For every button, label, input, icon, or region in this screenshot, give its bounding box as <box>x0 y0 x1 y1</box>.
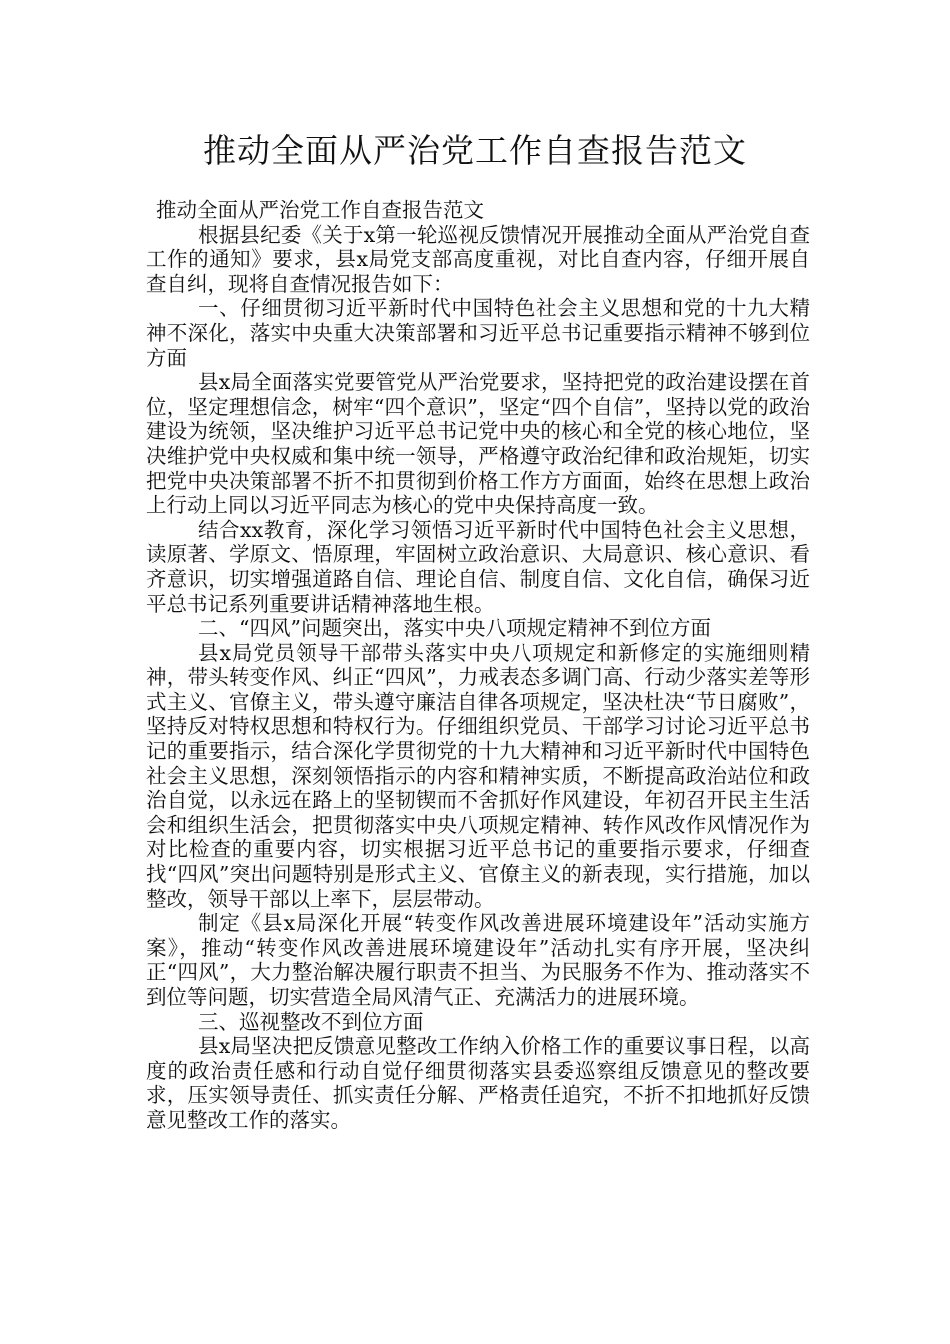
paragraph-intro: 根据县纪委《关于x第一轮巡视反馈情况开展推动全面从严治党自查工作的通知》要求，县x局党支部高度重视，对比自查内容，仔细开展自查自纠，现将自查情况报告如下： <box>146 222 810 296</box>
paragraph-section-1-b: 结合xx教育，深化学习领悟习近平新时代中国特色社会主义思想，读原著、学原文、悟原理，牢固树立政治意识、大局意识、核心意识、看齐意识，切实增强道路自信、理论自信、制度自信、文化自信，确保习近平总书记系列重要讲话精神落地生根。 <box>146 517 810 616</box>
document-title: 推动全面从严治党工作自查报告范文 <box>203 131 747 170</box>
paragraph-section-3-a: 县x局坚决把反馈意见整改工作纳入价格工作的重要议事日程，以高度的政治责任感和行动自觉仔细贯彻落实县委巡察组反馈意见的整改要求，压实领导责任、抓实责任分解、严格责任追究，不折不扣地抓好反馈意见整改工作的落实。 <box>146 1034 810 1132</box>
section-heading-3: 三、巡视整改不到位方面 <box>198 1009 424 1034</box>
paragraph-section-1-a: 县x局全面落实党要管党从严治党要求，坚持把党的政治建设摆在首位，坚定理想信念，树牢“四个意识”，坚定“四个自信”，坚持以党的政治建设为统领，坚决维护习近平总书记党中央的核心和全党的核心地位，坚决维护党中央权威和集中统一领导，严格遵守政治纪律和政治规矩，切实把党中央决策部署不折不扣贯彻到价格工作方方面面，始终在思想上政治上行动上同以习近平同志为核心的党中央保持高度一致。 <box>146 370 810 518</box>
section-heading-2: 二、“四风”问题突出，落实中央八项规定精神不到位方面 <box>198 616 711 641</box>
document-subtitle: 推动全面从严治党工作自查报告范文 <box>156 198 484 222</box>
section-heading-1: 一、仔细贯彻习近平新时代中国特色社会主义思想和党的十九大精神不深化，落实中央重大决策部署和习近平总书记重要指示精神不够到位方面 <box>146 296 810 370</box>
paragraph-section-2-a: 县x局党员领导干部带头落实中央八项规定和新修定的实施细则精神，带头转变作风、纠正“四风”，力戒表态多调门高、行动少落实差等形式主义、官僚主义，带头遵守廉洁自律各项规定，坚决杜决“节日腐败”，坚持反对特权思想和特权行为。仔细组织党员、干部学习讨论习近平总书记的重要指示，结合深化学贯彻党的十九大精神和习近平新时代中国特色社会主义思想，深刻领悟指示的内容和精神实质，不断提高政治站位和政治自觉，以永远在路上的坚韧锲而不舍抓好作风建设，年初召开民主生活会和组织生活会，把贯彻落实中央八项规定精神、转作风改作风情况作为对比检查的重要内容，切实根据习近平总书记的重要指示要求，仔细查找“四风”突出问题特别是形式主义、官僚主义的新表现，实行措施，加以整改，领导干部以上率下，层层带动。 <box>146 640 810 911</box>
paragraph-section-2-b: 制定《县x局深化开展“转变作风改善进展环境建设年”活动实施方案》，推动“转变作风改善进展环境建设年”活动扎实有序开展，坚决纠正“四风”，大力整治解决履行职责不担当、为民服务不作为、推动落实不到位等问题，切实营造全局风清气正、充满活力的进展环境。 <box>146 911 810 1009</box>
document-body <box>146 198 810 1133</box>
